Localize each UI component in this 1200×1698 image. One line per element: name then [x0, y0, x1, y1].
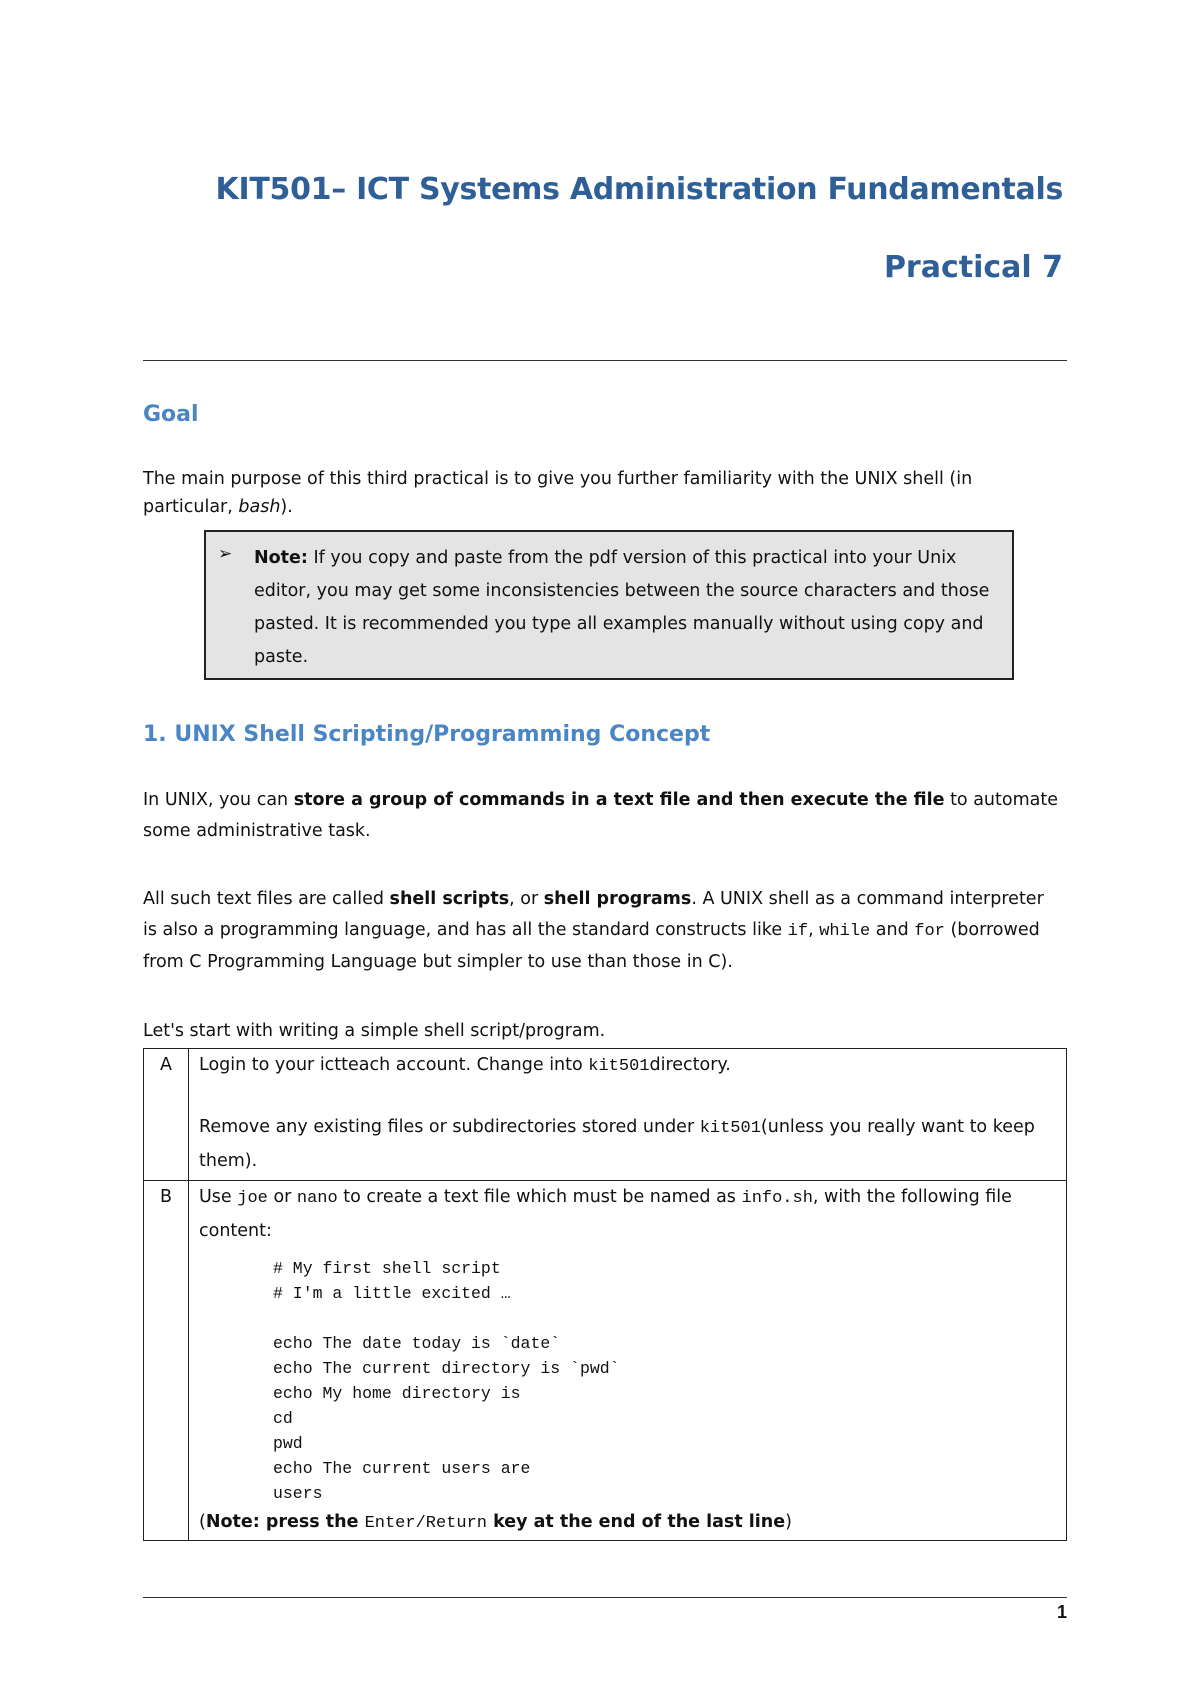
- title-block: [216, 170, 1063, 288]
- header-divider: [143, 360, 1067, 361]
- p2-text-5: and: [870, 920, 915, 940]
- p2-code-if: if: [787, 922, 809, 941]
- step-a-text-3: Remove any existing files or subdirectories stored under: [199, 1117, 700, 1137]
- note-body: If you copy and paste from the pdf version of this practical into your Unix editor, you may get some inconsistencies between the source characters and those pasted. It is recommended you type all examples manually without using copy and paste.: [254, 548, 990, 667]
- step-a-code-kit501-2: kit501: [699, 1119, 761, 1138]
- goal-heading: Goal: [143, 402, 199, 427]
- steps-table: [143, 1048, 1067, 1541]
- footnote-paren-open: (: [199, 1512, 206, 1532]
- step-a-text-4: (unless you really want to keep them).: [199, 1117, 1035, 1171]
- step-b-footnote: [199, 1506, 1058, 1540]
- document-title: KIT501– ICT Systems Administration Fundamentals: [215, 172, 1063, 207]
- spacer: [199, 1083, 1058, 1111]
- document-subtitle: Practical 7: [883, 250, 1063, 285]
- code-line: echo The current users are: [273, 1459, 531, 1478]
- goal-text-bash: bash: [238, 497, 281, 517]
- step-label-a: A: [144, 1049, 189, 1181]
- p1-bold-1: store a: [293, 790, 370, 810]
- section-1-heading: 1. UNIX Shell Scripting/Programming Concept: [143, 722, 711, 747]
- code-line: # My first shell script: [273, 1259, 501, 1278]
- goal-paragraph: [143, 465, 1063, 521]
- step-a-line-1: [199, 1049, 1058, 1083]
- step-b-text-3: to create a text file which must be named as: [337, 1187, 742, 1207]
- code-line: cd: [273, 1409, 293, 1428]
- p2-text-3: . A UNIX shell as a command interpreter is also a programming language, and has all the standard constructs like: [143, 889, 1044, 940]
- p2-bold-shell-scripts: shell scripts: [389, 889, 510, 909]
- step-a-line-2: [199, 1111, 1058, 1178]
- p1-bold-2: group of commands in a text file and then execute the file: [369, 790, 945, 810]
- step-b-code-info-sh: info.sh: [741, 1189, 813, 1208]
- arrow-bullet-icon: ➢: [218, 544, 233, 564]
- footnote-bold-1: Note: press the: [205, 1512, 365, 1532]
- step-b-text-1: Use: [199, 1187, 238, 1207]
- code-line: users: [273, 1484, 323, 1503]
- code-line: # I'm a little excited …: [273, 1284, 511, 1303]
- p2-text-6: (borrowed from C Programming Language but simpler to use than those in C).: [143, 920, 1040, 972]
- footnote-bold-2: key at the end of the last line: [486, 1512, 786, 1532]
- p1-text-2: to automate some administrative task.: [143, 790, 1058, 841]
- p2-text-2: , or: [509, 889, 544, 909]
- step-b-code-nano: nano: [296, 1189, 338, 1208]
- code-block: [273, 1256, 1058, 1506]
- code-line: echo The current directory is `pwd`: [273, 1359, 620, 1378]
- p1-text-1: In UNIX, you can: [143, 790, 294, 810]
- note-box: [204, 530, 1014, 680]
- p2-text-4: ,: [808, 920, 820, 940]
- goal-text-2: ).: [280, 497, 293, 517]
- step-a-text-1: Login to your ictteach account. Change into: [199, 1055, 589, 1075]
- table-row: [144, 1181, 1067, 1541]
- step-label-b: B: [144, 1181, 189, 1541]
- code-line: echo The date today is `date`: [273, 1334, 561, 1353]
- p2-text-1: All such text files are called: [143, 889, 390, 909]
- step-a-code-kit501: kit501: [588, 1057, 650, 1076]
- step-b-text-4: , with the following file content:: [199, 1187, 1012, 1241]
- note-label: Note:: [254, 548, 308, 568]
- goal-text-1: The main purpose of this third practical is to give you further familiarity with the UNIX shell (in particular,: [143, 469, 973, 517]
- step-content-a: [189, 1049, 1067, 1181]
- section-1-paragraph-1: [143, 785, 1063, 847]
- footnote-paren-close: ): [785, 1512, 792, 1532]
- table-row: [144, 1049, 1067, 1181]
- p2-code-while: while: [819, 922, 871, 941]
- p2-code-for: for: [914, 922, 945, 941]
- section-1-paragraph-2: [143, 884, 1063, 978]
- footnote-code-enter-return: Enter/Return: [364, 1514, 487, 1533]
- p2-bold-shell-programs: shell programs: [543, 889, 692, 909]
- step-b-instructions: [199, 1181, 1058, 1248]
- step-content-b: [189, 1181, 1067, 1541]
- section-1-paragraph-3: Let's start with writing a simple shell script/program.: [143, 1021, 606, 1041]
- page-number: 1: [1056, 1602, 1067, 1622]
- code-line: echo My home directory is: [273, 1384, 521, 1403]
- code-line: pwd: [273, 1434, 303, 1453]
- note-text: [254, 542, 999, 674]
- footer-divider: [143, 1597, 1067, 1598]
- step-b-text-2: or: [267, 1187, 297, 1207]
- step-b-code-joe: joe: [237, 1189, 268, 1208]
- code-line-blank: [273, 1306, 1058, 1331]
- step-a-text-2: directory.: [649, 1055, 731, 1075]
